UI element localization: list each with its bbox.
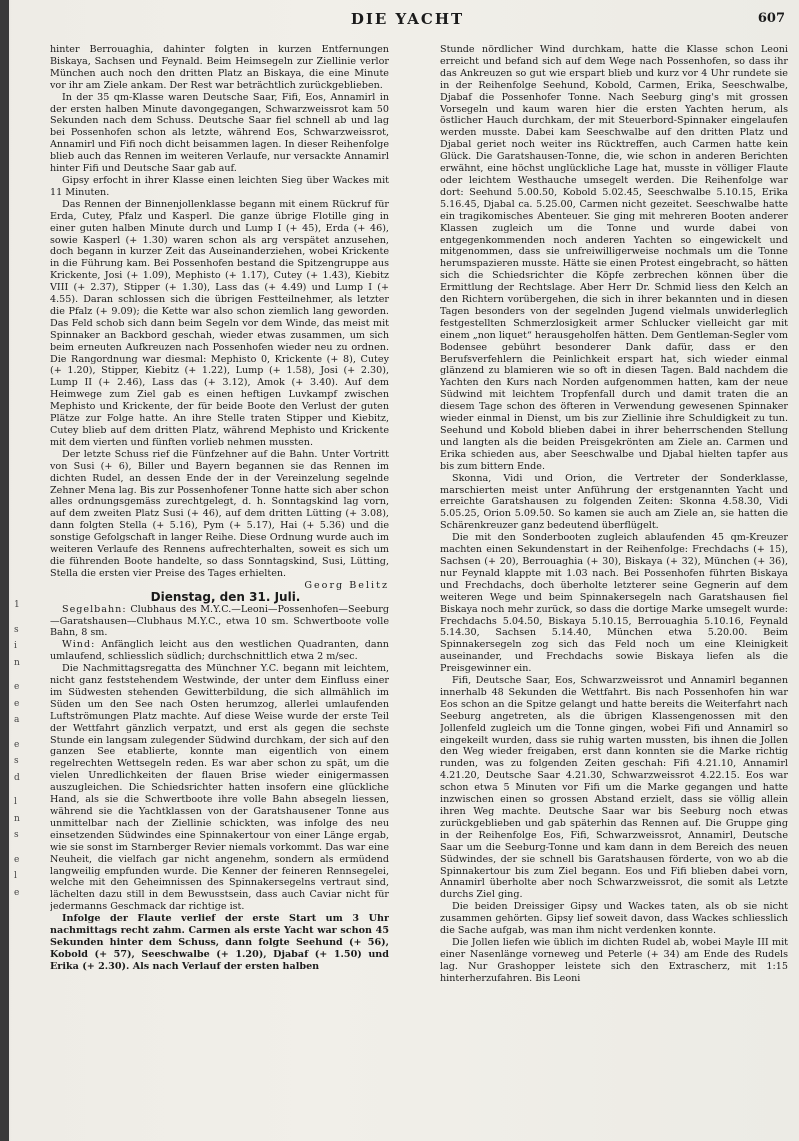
margin-mark: d xyxy=(14,772,20,783)
margin-mark: n xyxy=(14,813,20,824)
paragraph: Die mit den Sonderbooten zugleich ablaufenden 45 qm-Kreuzer machten einen Sekundenstart in der Reihenfolge: Frechdachs (+ 15), Sachsen (+ 20), Berrouaghia (+ 30), Biskaya (+ 32), München (+ 36), nur Feynald klappte mit 1.03 nach. Bei Possenhofen führten Biskaya und Frechdachs, doch überholte letzterer seine Gegnerin auf dem weiteren Wege und beim Spinnakersegeln nach Garatshausen fiel Biskaya noch mehr zurück, so dass die dortige Marke umsegelt wurde: Frechdachs 5.04.50, Biskaya 5.10.15, Berrouaghia 5.10.16, Feynald 5.14.30, Sachsen 5.14.40, München etwa 5.20.00. Beim Spinnakersegeln zog sich das Feld noch um eine Kleinigkeit auseinander, und Frechdachs sowie Biskaya liefen als die Preisgewinner ein. xyxy=(440,532,788,675)
paragraph: Stunde nördlicher Wind durchkam, hatte die Klasse schon Leoni erreicht und befand sich auf dem Wege nach Possenhofen, so dass ihr das Ankreuzen so gut wie erspart blieb und kurz vor 4 Uhr rundete sie in der Reihenfolge Seehund, Kobold, Carmen, Erika, Seeschwalbe, Djabaf die Possenhofer Tonne. Nach Seeburg ging's mit grossen Vorsegeln und kaum waren hier die ersten Yachten herum, als östlicher Hauch durchkam, der mit Steuerbord-Spinnaker eingelaufen werden musste. Dabei kam Seeschwalbe auf den dritten Platz und Djabal geriet noch weiter ins Rücktreffen, auch Carmen hatte kein Glück. Die Garatshausen-Tonne, die, wie schon in anderen Berichten erwähnt, eine höchst unglückliche Lage hat, musste in völliger Flaute oder leichtem Westhauche umsegelt werden. Die Reihenfolge war dort: Seehund 5.00.50, Kobold 5.02.45, Seeschwalbe 5.10.15, Erika 5.16.45, Djabal ca. 5.25.00, Carmen nicht gezeitet. Seeschwalbe hatte ein tragikomisches Abenteuer. Sie ging mit mehreren Booten anderer Klassen zugleich um die Tonne und wurde dabei von entgegenkommenden noch anderen Yachten so eingewickelt und mitgenommen, dass sie unfreiwilligerweise nochmals um die Tonne herumspazieren musste. Hätte sie einen Protest eingebracht, so hätten sich die Schiedsrichter die Köpfe zerbrechen können über die Ermittlung der Rechtslage. Aber Herr Dr. Schmid liess den Kelch an den Richtern vorübergehen, die sich in ihrer bekannten und in diesen Tagen besonders von der segelnden Jugend vielmals unwiderleglich festgestellten Schmerzlosigkeit armer Schlucker vielleicht gar mit einem „non liquet“ herausgeholfen hätten. Dem Gentleman-Segler vom Bodensee gebührt besonderer Dank dafür, dass er den Berufsverfehlern die Peinlichkeit erspart hat, sich wieder einmal glänzend zu blamieren wie so oft in diesen Tagen. Bald nachdem die Yachten den Kurs nach Norden aufgenommen hatten, kam der neue Südwind mit leichtem Tropfenfall durch und damit traten die an diesem Tage schon des öfteren in Verwendung gewesenen Spinnaker wieder einmal in Dienst, um bis zur Ziellinie ihre Schuldigkeit zu tun. Seehund und Kobold blieben dabei in ihrer beherrschenden Stellung und langten als die beiden Preisgekrönten am Ziele an. Carmen und Erika schieden aus, aber Seeschwalbe und Djabal hielten tapfer aus bis zum bittern Ende. xyxy=(440,44,788,472)
margin-mark: e xyxy=(14,698,20,709)
margin-marks xyxy=(14,600,24,912)
wind-info xyxy=(50,639,389,663)
paragraph: Das Rennen der Binnenjollenklasse begann mit einem Rückruf für Erda, Cutey, Pfalz und Kasperl. Die ganze übrige Flotille ging in einer guten halben Minute durch und Lump I (+ 45), Erda (+ 46), sowie Kasperl (+ 1.30) waren schon als arg verspätet anzusehen, doch begann in kurzer Zeit das Auseinanderziehen, wobei Krickente in die Führung kam. Bei Possenhofen bestand die Spitzengruppe aus Krickente, Josi (+ 1.09), Mephisto (+ 1.17), Cutey (+ 1.43), Kiebitz VIII (+ 2.37), Stipper (+ 1.30), Lass das (+ 4.49) und Lump I (+ 4.55). Daran schlossen sich die übrigen Festteilnehmer, als letzter die Pfalz (+ 9.09); die Kette war also schon ziemlich lang geworden. Das Feld schob sich dann beim Segeln vor dem Winde, das meist mit Spinnaker an Backbord geschah, wieder etwas zusammen, um sich beim erneuten Aufkreuzen nach Possenhofen wieder neu zu ordnen. Die Rangordnung war diesmal: Mephisto 0, Krickente (+ 8), Cutey (+ 1.20), Stipper, Kiebitz (+ 1.22), Lump (+ 1.58), Josi (+ 2.30), Lump II (+ 2.46), Lass das (+ 3.12), Amok (+ 3.40). Auf dem Heimwege zum Ziel gab es einen heftigen Luvkampf zwischen Mephisto und Krickente, der für beide Boote den Verlust der guten Plätze zur Folge hatte. An ihre Stelle traten Stipper und Kiebitz, Cutey blieb auf dem dritten Platz, während Mephisto und Krickente mit dem vierten und fünften vorlieb nehmen mussten. xyxy=(50,198,389,448)
paragraph: Fifi, Deutsche Saar, Eos, Schwarzweissrot und Annamirl begannen innerhalb 48 Sekunden die Wettfahrt. Bis nach Possenhofen hin war Eos schon an die Spitze gelangt und hatte bereits die Weiterfahrt nach Seeburg angetreten, als die übrigen Klassengenossen mit den Jollenfeld zugleich um die Tonne gingen, wobei Fifi und Annamirl so eingekeilt wurden, dass sie ruhig warten mussten, bis ihnen die Jollen den Weg wieder freigaben, erst dann konnten sie die Marke richtig runden, was zu folgenden Zeiten geschah: Fifi 4.21.10, Annamirl 4.21.20, Deutsche Saar 4.21.30, Schwarzweissrot 4.22.15. Eos war schon etwa 5 Minuten vor Fifi um die Marke gegangen und hatte inzwischen einen so grossen Abstand erzielt, dass sie völlig allein ihren Weg machte. Deutsche Saar war bis Seeburg noch etwas zurückgeblieben und gab späterhin das Rennen auf. Die Gruppe ging in der Reihenfolge Eos, Fifi, Schwarzweissrot, Annamirl, Deutsche Saar um die Seeburg-Tonne und kam dann in dem Bereich des neuen Südwindes, der sie schnell bis Garatshausen förderte, von wo ab die Spinnakertour bis zum Ziel begann. Eos und Fifi blieben dabei vorn, Annamirl überholte aber noch Schwarzweissrot, die somit als Letzte durchs Ziel ging. xyxy=(440,675,788,901)
page-number: 607 xyxy=(757,11,785,26)
wind-text: Anfänglich leicht aus den westlichen Quadranten, dann umlaufend, schliesslich südlich; durchschnittlich etwa 2 m/sec. xyxy=(50,639,389,663)
margin-mark: s xyxy=(14,624,19,635)
margin-mark: e xyxy=(14,682,20,692)
paragraph: Skonna, Vidi und Orion, die Vertreter der Sonderklasse, marschierten meist unter Anführung der erstgenannten Yacht und erreichte Garatshausen zu folgenden Zeiten: Skonna 4.58.30, Vidi 5.05.25, Orion 5.09.50. So kamen sie auch am Ziele an, sie hatten die Schärenkreuzer ganz bedeutend überflügelt. xyxy=(440,472,788,532)
right-column xyxy=(440,44,788,1135)
margin-mark: i xyxy=(14,641,17,651)
wind-label: Wind: xyxy=(62,639,96,651)
left-column xyxy=(50,44,389,1135)
margin-mark: a xyxy=(14,715,20,725)
margin-mark: s xyxy=(14,756,19,766)
paragraph: Die beiden Dreissiger Gipsy und Wackes taten, als ob sie nicht zusammen gehörten. Gipsy lief soweit davon, dass Wackes schliesslich die Sache aufgab, was man ihm nicht verdenken konnte. xyxy=(440,901,788,937)
margin-mark: s xyxy=(14,830,19,840)
magazine-title: DIE YACHT xyxy=(350,10,465,28)
paragraph: Gipsy erfocht in ihrer Klasse einen leichten Sieg über Wackes mit 11 Minuten. xyxy=(50,174,389,198)
page-header xyxy=(30,10,785,32)
segelbahn-label: Segelbahn: xyxy=(62,603,127,615)
page-binding-edge xyxy=(0,0,9,1141)
race-course-info xyxy=(50,604,389,640)
paragraph: Die Nachmittagsregatta des Münchner Y.C. begann mit leichtem, nicht ganz feststehendem Westwinde, der unter dem Einfluss einer im Südwesten stehenden Gewitterbildung, die sich allmählich im Süden um den See nach Osten herumzog, allerlei umlaufenden Luftströmungen Platz machte. Auf diese Weise wurde der erste Teil der Wettfahrt gänzlich verpatzt, und erst als gegen die sechste Stunde ein langsam zulegender Südwind durchkam, der sich auf den ganzen See etablierte, konnte man eigentlich von einem regelrechten Wettsegeln reden. Es war aber schon zu spät, um die vielen Unredlichkeiten der flauen Brise wieder einigermassen auszugleichen. Die Schiedsrichter hatten insofern eine glückliche Hand, als sie die Schwertboote ihre volle Bahn absegeln liessen, während sie die Yachtklassen von der Garatshausener Tonne aus unmittelbar nach der Ziellinie schickten, was infolge des neu einsetzenden Südwindes eine Spinnakertour von einer Länge ergab, wie sie sonst im Starnberger Revier niemals vorkommt. Das war eine Neuheit, die vielfach gar nicht angenehm, sondern als ermüdend langweilig empfunden wurde. Die Kenner der feineren Rennsegelei, welche mit den Geheimnissen des Spinnakersegelns vertraut sind, lächelten dazu still in dem Bewusstsein, dass auch Caviar nicht für jedermanns Geschmack dar richtige ist. xyxy=(50,663,389,913)
margin-mark: e xyxy=(14,739,20,750)
margin-mark: n xyxy=(14,657,20,668)
margin-mark: 1 xyxy=(14,600,20,610)
paragraph: hinter Berrouaghia, dahinter folgten in kurzen Entfernungen Biskaya, Sachsen und Feynald. Beim Heimsegeln zur Ziellinie verlor München auch noch den dritten Platz an Biskaya, die eine Minute vor ihr am Ziele ankam. Der Rest war beträchtlich zurückgeblieben. xyxy=(50,44,389,91)
segelbahn-text: Clubhaus des M.Y.C.—Leoni—Possenhofen—Seeburg—Garatshausen—Clubhaus M.Y.C., etwa 10 sm. Schwertboote volle Bahn, 8 sm. xyxy=(50,603,389,639)
margin-mark: e xyxy=(14,887,20,898)
margin-mark: e xyxy=(14,854,20,865)
author-signature: Georg Belitz xyxy=(304,579,389,591)
margin-mark: l xyxy=(14,797,17,807)
paragraph: Infolge der Flaute verlief der erste Start um 3 Uhr nachmittags recht zahm. Carmen als erste Yacht war schon 45 Sekunden hinter dem Schuss, dann folgte Seehund (+ 56), Kobold (+ 57), Seeschwalbe (+ 1.20), Djabaf (+ 1.50) und Erika (+ 2.30). Als nach Verlauf der ersten halben xyxy=(50,913,389,972)
margin-mark: l xyxy=(14,871,17,881)
section-heading: Dienstag, den 31. Juli. xyxy=(150,589,301,604)
paragraph: Die Jollen liefen wie üblich im dichten Rudel ab, wobei Mayle III mit einer Nasenlänge vorneweg und Peterle (+ 34) am Ende des Rudels lag. Nur Grashopper leistete sich den Extrascherz, mit 1:15 hinterherzufahren. Bis Leoni xyxy=(440,936,788,984)
paragraph: Der letzte Schuss rief die Fünfzehner auf die Bahn. Unter Vortritt von Susi (+ 6), Biller und Bayern begannen sie das Rennen im dichten Rudel, an dessen Ende der in der Vereinzelung segelnde Zehner Mena lag. Bis zur Possenhofener Tonne hatte sich aber schon alles ordnungsgemäss zurechtgelegt, d. h. Sonntagskind lag vorn, auf dem zweiten Platz Susi (+ 46), auf dem dritten Lütting (+ 3.08), dann folgten Stella (+ 5.16), Pym (+ 5.17), Hai (+ 5.36) und die sonstige Gefolgschaft in langer Reihe. Diese Ordnung wurde auch im weiteren Verlaufe des Rennens aufrechterhalten, soweit es sich um die führenden Boote handelte, so dass Sonntagskind, Susi, Lütting, Stella die ersten vier Preise des Tages erhielten. xyxy=(50,448,389,579)
paragraph: In der 35 qm-Klasse waren Deutsche Saar, Fifi, Eos, Annamirl in der ersten halben Minute davongegangen, Schwarzweissrot kam 50 Sekunden nach dem Schuss. Deutsche Saar fiel schnell ab und lag bei Possenhofen schon als letzte, während Eos, Schwarzweissrot, Annamirl und Fifi noch dicht beisammen lagen. In dieser Reihenfolge blieb auch das Rennen im weiteren Verlaufe, nur versackte Annamirl hinter Fifi und Deutsche Saar gab auf. xyxy=(50,91,389,175)
